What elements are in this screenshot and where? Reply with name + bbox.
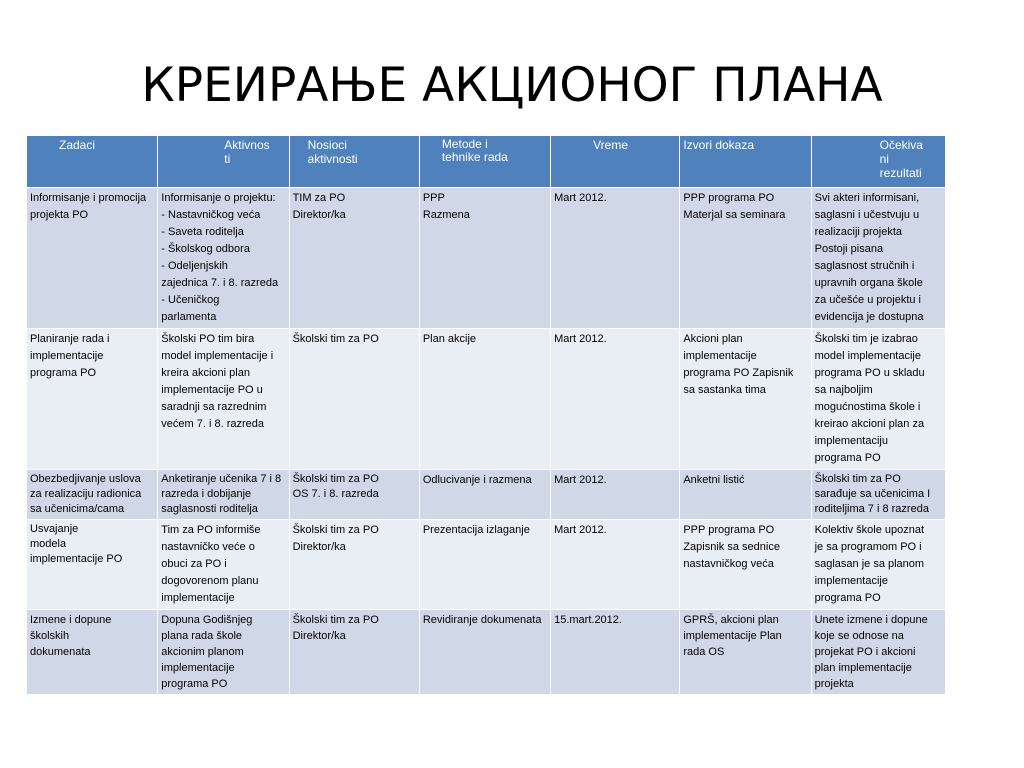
slide-title: КРЕИРАЊЕ АКЦИОНОГ ПЛАНА	[141, 58, 883, 113]
cell-metode: Plan akcije	[419, 329, 550, 470]
table-row	[27, 188, 946, 329]
cell-ocekivani: Kolektiv škole upoznat je sa programom PO i saglasan je sa planom implementacije programa PO	[811, 520, 945, 610]
header-izvori: Izvori dokaza	[680, 136, 811, 188]
cell-vreme: Mart 2012.	[551, 520, 680, 610]
cell-metode: Revidiranje dokumenata	[419, 610, 550, 695]
cell-nosioci: TIM za PO Direktor/ka	[289, 188, 419, 329]
cell-vreme: Mart 2012.	[551, 470, 680, 520]
cell-aktivnosti: Školski PO tim bira model implementacije i kreira akcioni plan implementacije PO u saradnji sa razrednim većem 7. i 8. razreda	[158, 329, 289, 470]
table-row	[27, 470, 946, 520]
header-vreme: Vreme	[551, 136, 680, 188]
cell-metode: Odlucivanje i razmena	[419, 470, 550, 520]
cell-metode: Prezentacija izlaganje	[419, 520, 550, 610]
cell-izvori: PPP programa PO Materjal sa seminara	[680, 188, 811, 329]
cell-aktivnosti: Tim za PO informiše nastavničko veće o obuci za PO i dogovorenom planu implementacije	[158, 520, 289, 610]
header-aktivnosti: Aktivnos ti	[158, 136, 289, 188]
cell-vreme: Mart 2012.	[551, 188, 680, 329]
cell-aktivnosti: Dopuna Godišnjeg plana rada škole akcionim planom implementacije programa PO	[158, 610, 289, 695]
header-metode: Metode i tehnike rada	[419, 136, 550, 188]
header-ocekivani: Očekiva ni rezultati	[811, 136, 945, 188]
header-zadaci: Zadaci	[27, 136, 158, 188]
cell-izvori: PPP programa PO Zapisnik sa sednice nastavničkog veća	[680, 520, 811, 610]
action-plan-table	[26, 135, 946, 695]
table-row	[27, 329, 946, 470]
cell-izvori: Anketni listić	[680, 470, 811, 520]
cell-nosioci: Školski tim za PO Direktor/ka	[289, 610, 419, 695]
cell-nosioci: Školski tim za PO Direktor/ka	[289, 520, 419, 610]
table-row	[27, 610, 946, 695]
cell-metode: PPP Razmena	[419, 188, 550, 329]
cell-ocekivani: Unete izmene i dopune koje se odnose na projekat PO i akcioni plan implementacije projekta	[811, 610, 945, 695]
cell-aktivnosti: Informisanje o projektu: - Nastavničkog veća - Saveta roditelja - Školskog odbora - Odeljenjskih zajednica 7. i 8. razreda - Učeničkog parlamenta	[158, 188, 289, 329]
cell-ocekivani: Školski tim za PO sarađuje sa učenicima I roditeljima 7 i 8 razreda	[811, 470, 945, 520]
cell-zadaci: Informisanje i promocija projekta PO	[27, 188, 158, 329]
cell-ocekivani: Svi akteri informisani, saglasni i učestvuju u realizaciji projekta Postoji pisana saglasnost stručnih i upravnih organa škole za učešće u projektu i evidencija je dostupna	[811, 188, 945, 329]
cell-zadaci: Usvajanje modela implementacije PO	[27, 520, 158, 610]
table-row	[27, 520, 946, 610]
header-nosioci: Nosioci aktivnosti	[289, 136, 419, 188]
cell-nosioci: Školski tim za PO	[289, 329, 419, 470]
cell-vreme: 15.mart.2012.	[551, 610, 680, 695]
table-header-row	[27, 136, 946, 188]
cell-zadaci: Izmene i dopune školskih dokumenata	[27, 610, 158, 695]
cell-izvori: Akcioni plan implementacije programa PO Zapisnik sa sastanka tima	[680, 329, 811, 470]
cell-aktivnosti: Anketiranje učenika 7 i 8 razreda i dobijanje saglasnosti roditelja	[158, 470, 289, 520]
cell-zadaci: Obezbedjivanje uslova za realizaciju radionica sa učenicima/cama	[27, 470, 158, 520]
cell-zadaci: Planiranje rada i implementacije programa PO	[27, 329, 158, 470]
cell-vreme: Mart 2012.	[551, 329, 680, 470]
cell-ocekivani: Školski tim je izabrao model implementacije programa PO u skladu sa najboljim mogućnostima škole i kreirao akcioni plan za implementaciju programa PO	[811, 329, 945, 470]
cell-izvori: GPRŠ, akcioni plan implementacije Plan rada OS	[680, 610, 811, 695]
cell-nosioci: Školski tim za PO OS 7. i 8. razreda	[289, 470, 419, 520]
